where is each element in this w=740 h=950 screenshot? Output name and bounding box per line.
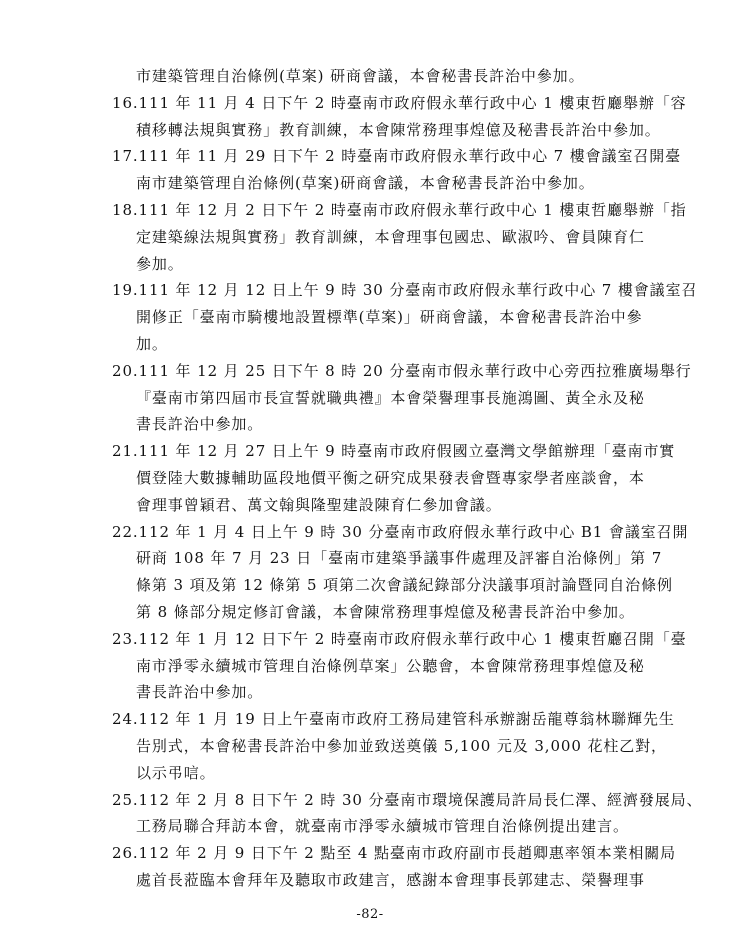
text-line: 定建築線法規與實務」教育訓練，本會理事包國忠、歐淑吟、會員陳育仁 (136, 227, 645, 246)
text-line: 書長許治中參加。 (136, 683, 264, 702)
text-line: 加。 (136, 335, 168, 353)
text-line: 條第 3 項及第 12 條第 5 項第二次會議紀錄部分決議事項討論暨同自治條例 (136, 576, 673, 595)
text-line: 19.111 年 12 月 12 日上午 9 時 30 分臺南市政府假永華行政中心 7 樓會議室召 (112, 281, 698, 300)
text-line: 南市淨零永續城市管理自治條例草案」公聽會，本會陳常務理事煌億及秘 (136, 656, 645, 675)
text-line: 南市建築管理自治條例(草案)研商會議，本會秘書長許治中參加。 (136, 174, 595, 193)
text-line: 17.111 年 11 月 29 日下午 2 時臺南市政府假永華行政中心 7 樓會議室召開臺 (112, 147, 682, 166)
page-number: -82- (356, 907, 384, 922)
text-line: 16.111 年 11 月 4 日下午 2 時臺南市政府假永華行政中心 1 樓東哲廳舉辦「容 (112, 93, 687, 112)
text-line: 22.112 年 1 月 4 日上午 9 時 30 分臺南市政府假永華行政中心 B1 會議室召開 (112, 522, 689, 541)
text-line: 23.112 年 1 月 12 日下午 2 時臺南市政府假永華行政中心 1 樓東哲廳召開「臺 (112, 629, 687, 648)
text-line: 積移轉法規與實務」教育訓練，本會陳常務理事煌億及秘書長許治中參加。 (136, 120, 661, 139)
text-line: 參加。 (136, 254, 184, 273)
text-line: 價登陸大數據輔助區段地價平衡之研究成果發表會暨專家學者座談會，本 (136, 469, 645, 487)
text-line: 處首長蒞臨本會拜年及聽取市政建言，感謝本會理事長郭建志、榮譽理事 (136, 871, 645, 889)
text-line: 以示弔唁。 (136, 763, 216, 782)
text-line: 告別式，本會秘書長許治中參加並致送奠儀 5,100 元及 3,000 花柱乙對， (136, 737, 667, 755)
text-line: 26.112 年 2 月 9 日下午 2 點至 4 點臺南市政府副市長趙卿惠率領本業相關局 (112, 844, 677, 863)
text-line: 研商 108 年 7 月 23 日「臺南市建築爭議事件處理及評審自治條例」第 7 (136, 549, 663, 568)
text-line: 工務局聯合拜訪本會，就臺南市淨零永續城市管理自治條例提出建言。 (136, 817, 629, 836)
text-line: 20.111 年 12 月 25 日下午 8 時 20 分臺南市假永華行政中心旁西拉雅廣場舉行 (112, 361, 692, 380)
text-line: 『臺南市第四屆市長宣誓就職典禮』本會榮譽理事長施鴻圖、黃全永及秘 (136, 388, 645, 407)
text-line: 第 8 條部分規定修訂會議，本會陳常務理事煌億及秘書長許治中參加。 (136, 603, 635, 621)
text-line: 24.112 年 1 月 19 日上午臺南市政府工務局建管科承辦謝岳龍尊翁林聯輝先生 (112, 710, 675, 729)
text-line: 會理事曾穎君、萬文翰與隆聖建設陳育仁參加會議。 (136, 495, 502, 514)
text-line: 市建築管理自治條例(草案) 研商會議，本會秘書長許治中參加。 (136, 67, 585, 85)
text-line: 21.111 年 12 月 27 日上午 9 時臺南市政府假國立臺灣文學館辦理「臺南市實 (112, 442, 676, 461)
text-line: 開修正「臺南市騎樓地設置標準(草案)」研商會議，本會秘書長許治中參 (136, 308, 643, 327)
text-line: 18.111 年 12 月 2 日下午 2 時臺南市政府假永華行政中心 1 樓東哲廳舉辦「指 (112, 201, 687, 219)
text-line: 25.112 年 2 月 8 日下午 2 時 30 分臺南市環境保護局許局長仁澤、經濟發展局、 (112, 790, 703, 809)
text-line: 書長許治中參加。 (136, 415, 264, 434)
